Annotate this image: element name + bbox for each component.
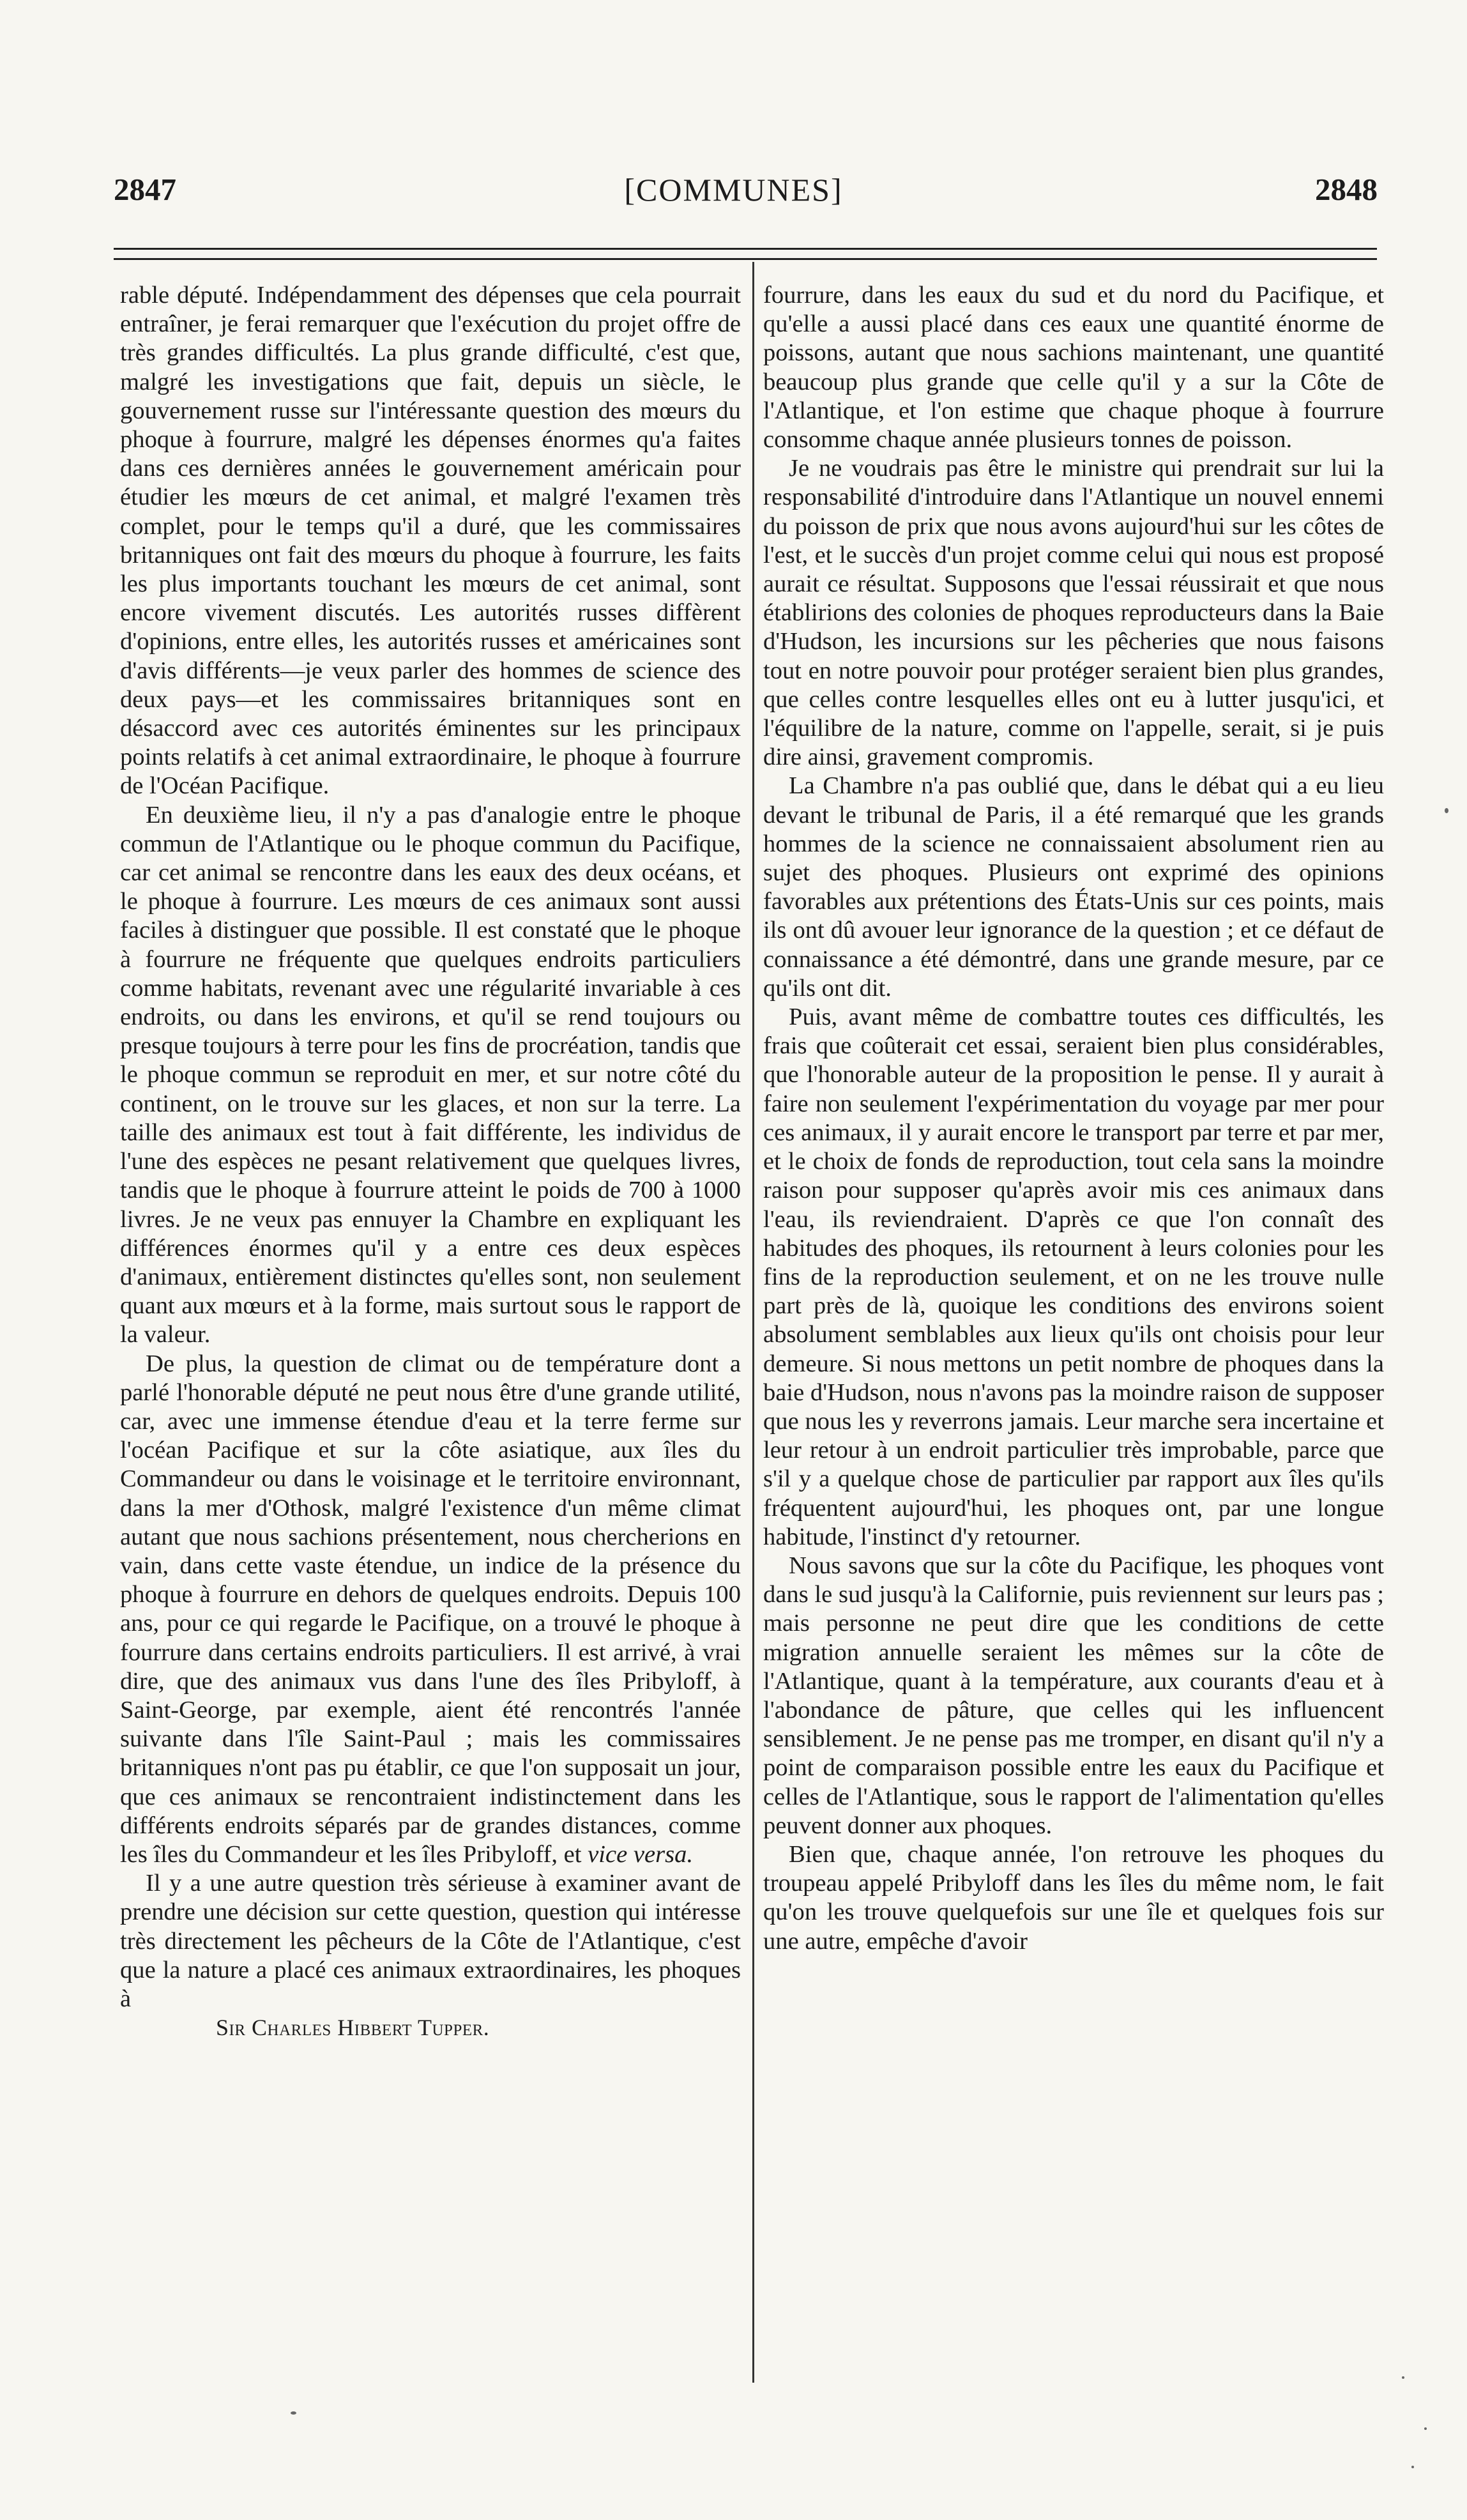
paragraph: Bien que, chaque année, l'on retrouve les phoques du troupeau appelé Pribyloff dans les îles du même nom, le fait qu'on les trouve quelquefois sur une île et quelques fois sur une autre, empêche d'avoir: [763, 1840, 1384, 1955]
scan-speck: [1402, 2376, 1404, 2379]
column-divider: [752, 262, 754, 2383]
paragraph: Nous savons que sur la côte du Pacifique, les phoques vont dans le sud jusqu'à la Californie, puis reviennent sur leurs pas ; mais personne ne peut dire que les conditions de cette migration annuelle seraient les mêmes sur la côte de l'Atlantique, quant à la température, aux courants d'eau et à l'abondance de pâture, que celles qui les influencent sensiblement. Je ne pense pas me tromper, en disant qu'il n'y a point de comparaison possible entre les eaux du Pacifique et celles de l'Atlantique, sous le rapport de l'alimentation qu'elles peuvent donner aux phoques.: [763, 1552, 1384, 1839]
paragraph: Il y a une autre question très sérieuse à examiner avant de prendre une décision sur cette question, question qui intéresse très directement les pêcheurs de la Côte de l'Atlantique, c'est que la nature a placé ces animaux extraordinaires, les phoques à: [120, 1870, 741, 2012]
header-rule-bottom: [114, 258, 1377, 260]
scan-speck: [1445, 808, 1448, 813]
italic-phrase: vice versa.: [588, 1840, 694, 1868]
page-number-right: 2848: [1315, 172, 1378, 207]
running-head: [COMMUNES]: [624, 172, 843, 208]
page-number-left: 2847: [114, 172, 176, 207]
scan-speck: [1411, 2466, 1414, 2468]
paragraph: En deuxième lieu, il n'y a pas d'analogie entre le phoque commun de l'Atlantique ou le phoque commun du Pacifique, car cet animal se rencontre dans les eaux des deux océans, et le phoque à fourrure. Les mœurs de ces animaux sont aussi faciles à distinguer que possible. Il est constaté que le phoque à fourrure ne fréquente que quelques endroits particuliers comme habitats, revenant avec une régularité invariable à ces endroits, ou dans les environs, et qu'il se rend toujours ou presque toujours à terre pour les fins de procréation, tandis que le phoque commun se reproduit en mer, et sur notre côté du continent, on le trouve sur les glaces, et non sur la terre. La taille des animaux est tout à fait différente, les individus de l'une des espèces ne pesant relativement que quelques livres, tandis que le phoque à fourrure atteint le poids de 700 à 1000 livres. Je ne veux pas ennuyer la Chambre en expliquant les différences énormes qu'il y a entre ces deux espèces d'animaux, entièrement distinctes qu'elles sont, non seulement quant aux mœurs et à la forme, mais surtout sous le rapport de la valeur.: [120, 801, 741, 1348]
paragraph: Puis, avant même de combattre toutes ces difficultés, les frais que coûterait cet essai, seraient bien plus considérables, que l'honorable auteur de la proposition le pense. Il y aurait à faire non seulement l'expérimentation du voyage par mer pour ces animaux, il y aurait encore le transport par terre et par mer, et le choix de fonds de reproduction, tout cela sans la moindre raison pour supposer qu'après avoir mis ces animaux dans l'eau, ils reviendraient. D'après ce que l'on connaît des habitudes des phoques, ils retournent à leurs colonies pour les fins de la reproduction seulement, et on ne les trouve nulle part près de là, quoique les conditions des environs soient absolument semblables aux lieux qu'ils ont choisis pour leur demeure. Si nous mettons un petit nombre de phoques dans la baie d'Hudson, nous n'avons pas la moindre raison de supposer que nous les y reverrons jamais. Leur marche sera incertaine et leur retour à un endroit particulier très improbable, parce que s'il y a quelque chose de particulier par rapport aux îles qu'ils fréquentent aujourd'hui, les phoques ont, par une longue habitude, l'instinct d'y retourner.: [763, 1004, 1384, 1550]
paragraph: fourrure, dans les eaux du sud et du nord du Pacifique, et qu'elle a aussi placé dans ces eaux une quantité énorme de poissons, autant que nous sachions maintenant, une quantité beaucoup plus grande que celle qu'il y a sur la Côte de l'Atlantique, et l'on estime que chaque phoque à fourrure consomme chaque année plusieurs tonnes de poisson.: [763, 282, 1384, 454]
paragraph: [120, 1350, 741, 1870]
header-rule-top: [114, 248, 1377, 250]
paragraph: La Chambre n'a pas oublié que, dans le débat qui a eu lieu devant le tribunal de Paris, il a été remarqué que les grands hommes de la science ne connaissaient absolument rien au sujet des phoques. Plusieurs ont exprimé des opinions favorables aux prétentions des États-Unis sur ces points, mais ils ont dû avouer leur ignorance de la question ; et ce défaut de connaissance a été démontré, dans une grande mesure, par ce qu'ils ont dit.: [763, 772, 1384, 1002]
paragraph: Je ne voudrais pas être le ministre qui prendrait sur lui la responsabilité d'introduire dans l'Atlantique un nouvel ennemi du poisson de prix que nous avons aujourd'hui sur les côtes de l'est, et le succès d'un projet comme celui qui nous est proposé aurait ce résultat. Supposons que l'essai réussirait et que nous établirions des colonies de phoques reproducteurs dans la Baie d'Hudson, les incursions sur les pêcheries que nous faisons tout en notre pouvoir pour protéger seraient bien plus grandes, que celles contre lesquelles elles ont eu à lutter jusqu'ici, et l'équilibre de la nature, comme on l'appelle, serait, si je puis dire ainsi, gravement compromis.: [763, 455, 1384, 771]
speaker-signature: Sir Charles Hibbert Tupper.: [216, 2015, 490, 2041]
right-column: [763, 281, 1384, 1956]
page-header: [0, 171, 1467, 210]
paragraph: rable député. Indépendamment des dépenses que cela pourrait entraîner, je ferai remarquer que l'exécution du projet offre de très grandes difficultés. La plus grande difficulté, c'est que, malgré les investigations que fait, depuis un siècle, le gouvernement russe sur l'intéressante question des mœurs du phoque à fourrure, malgré les dépenses énormes qu'a faites dans ces dernières années le gouvernement américain pour étudier les mœurs de cet animal, et malgré l'examen très complet, pour le temps qu'il a duré, que les commissaires britanniques ont fait des mœurs du phoque à fourrure, les faits les plus importants touchant les mœurs de cet animal, sont encore vivement discutés. Les autorités russes diffèrent d'opinions, entre elles, les autorités russes et américaines sont d'avis différents—je veux parler des hommes de science des deux pays—et les commissaires britanniques sont en désaccord avec ces autorités éminentes sur les principaux points relatifs à cet animal extraordinaire, le phoque à fourrure de l'Océan Pacifique.: [120, 282, 741, 800]
left-column: [120, 281, 741, 2042]
scan-speck: [291, 2411, 296, 2415]
scan-speck: [1424, 2427, 1427, 2430]
paragraph-text: De plus, la question de climat ou de température dont a parlé l'honorable député ne peut nous être d'une grande utilité, car, avec une immense étendue d'eau et la terre ferme sur l'océan Pacifique et sur la côte asiatique, aux îles du Commandeur ou dans le voisinage et le territoire environnant, dans la mer d'Othosk, malgré l'existence d'un même climat autant que nous sachions présentement, nous chercherions en vain, dans cette vaste étendue, un indice de la présence du phoque à fourrure en dehors de quelques endroits. Depuis 100 ans, pour ce qui regarde le Pacifique, on a trouvé le phoque à fourrure dans certains endroits particuliers. Il est arrivé, à vrai dire, que des animaux vus dans l'une des îles Pribyloff, à Saint-George, par exemple, aient été rencontrés l'année suivante dans l'île Saint-Paul ; mais les commissaires britanniques n'ont pas pu établir, ce que l'on supposait un jour, que ces animaux se rencontraient indistinctement dans les différents endroits séparés par de grandes distances, comme les îles du Commandeur et les îles Pribyloff, et: [120, 1350, 741, 1868]
